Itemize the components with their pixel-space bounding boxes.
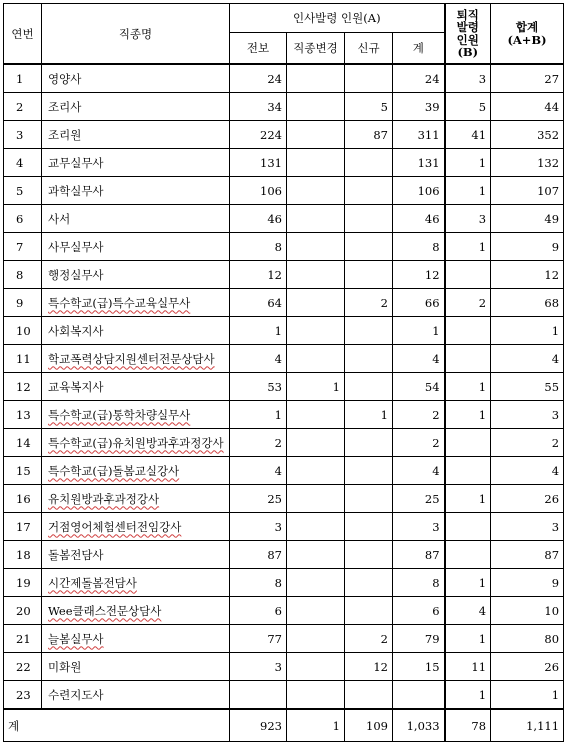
cell-new	[345, 177, 393, 205]
cell-subtotal: 311	[393, 121, 445, 149]
cell-subtotal: 87	[393, 541, 445, 569]
cell-subtotal: 2	[393, 401, 445, 429]
cell-change	[287, 93, 345, 121]
job-name-text: 특수학교(급)유치원방과후과정강사	[48, 435, 224, 450]
cell-job-name	[42, 345, 230, 373]
cell-retire	[445, 317, 491, 345]
cell-new	[345, 485, 393, 513]
cell-retire: 1	[445, 681, 491, 710]
cell-transfer: 3	[230, 653, 287, 681]
cell-new	[345, 513, 393, 541]
job-name-text: 시간제돌봄전담사	[48, 575, 137, 590]
cell-subtotal: 24	[393, 64, 445, 93]
cell-index: 20	[4, 597, 42, 625]
cell-change	[287, 205, 345, 233]
cell-index: 12	[4, 373, 42, 401]
cell-index: 17	[4, 513, 42, 541]
cell-change	[287, 457, 345, 485]
total-subtotal: 1,033	[393, 709, 445, 742]
cell-subtotal: 8	[393, 233, 445, 261]
cell-index: 11	[4, 345, 42, 373]
cell-new	[345, 261, 393, 289]
cell-total: 1	[491, 317, 564, 345]
table-row	[4, 233, 564, 261]
cell-new: 87	[345, 121, 393, 149]
job-name-text: Wee클래스전문상담사	[48, 603, 162, 618]
total-new: 109	[345, 709, 393, 742]
cell-index: 22	[4, 653, 42, 681]
table-row	[4, 317, 564, 345]
cell-new	[345, 457, 393, 485]
cell-retire: 1	[445, 401, 491, 429]
cell-change: 1	[287, 373, 345, 401]
cell-subtotal: 79	[393, 625, 445, 653]
cell-new: 2	[345, 625, 393, 653]
cell-transfer: 87	[230, 541, 287, 569]
cell-job-name	[42, 485, 230, 513]
cell-job-name: 과학실무사	[42, 177, 230, 205]
cell-subtotal: 4	[393, 457, 445, 485]
cell-subtotal: 66	[393, 289, 445, 317]
total-label: 계	[4, 709, 230, 742]
total-transfer: 923	[230, 709, 287, 742]
header-retire-line1: 퇴직	[456, 8, 479, 23]
cell-index: 7	[4, 233, 42, 261]
cell-total: 107	[491, 177, 564, 205]
cell-total: 26	[491, 485, 564, 513]
cell-job-name	[42, 597, 230, 625]
cell-total: 4	[491, 345, 564, 373]
job-name-text: 거점영어체험센터전임강사	[48, 519, 182, 534]
cell-change	[287, 317, 345, 345]
cell-new	[345, 233, 393, 261]
cell-subtotal: 12	[393, 261, 445, 289]
cell-total: 4	[491, 457, 564, 485]
header-total-line2: (A+B)	[507, 32, 547, 47]
table-row	[4, 569, 564, 597]
table-row	[4, 513, 564, 541]
cell-change	[287, 345, 345, 373]
table-row	[4, 625, 564, 653]
cell-retire	[445, 513, 491, 541]
cell-new	[345, 373, 393, 401]
cell-job-name: 돌봄전담사	[42, 541, 230, 569]
cell-change	[287, 401, 345, 429]
cell-index: 19	[4, 569, 42, 597]
cell-total: 49	[491, 205, 564, 233]
cell-total: 10	[491, 597, 564, 625]
cell-job-name: 수련지도사	[42, 681, 230, 710]
table-row	[4, 289, 564, 317]
cell-index: 4	[4, 149, 42, 177]
job-name-text: 학교폭력상담지원센터전문상담사	[48, 351, 215, 366]
table-row	[4, 177, 564, 205]
table-row	[4, 653, 564, 681]
table-row	[4, 64, 564, 93]
header-index: 연번	[4, 4, 42, 65]
cell-transfer: 46	[230, 205, 287, 233]
cell-change	[287, 261, 345, 289]
cell-new: 12	[345, 653, 393, 681]
cell-change	[287, 597, 345, 625]
cell-subtotal: 54	[393, 373, 445, 401]
cell-new	[345, 205, 393, 233]
cell-transfer: 77	[230, 625, 287, 653]
cell-transfer: 4	[230, 345, 287, 373]
header-transfer: 전보	[230, 33, 287, 65]
cell-transfer	[230, 681, 287, 710]
cell-total: 2	[491, 429, 564, 457]
header-total	[491, 4, 564, 65]
cell-retire: 1	[445, 149, 491, 177]
cell-subtotal: 2	[393, 429, 445, 457]
header-subtotal: 계	[393, 33, 445, 65]
cell-total: 80	[491, 625, 564, 653]
table-row	[4, 93, 564, 121]
cell-retire	[445, 429, 491, 457]
cell-transfer: 53	[230, 373, 287, 401]
cell-total: 55	[491, 373, 564, 401]
cell-retire	[445, 457, 491, 485]
cell-new	[345, 541, 393, 569]
cell-total: 132	[491, 149, 564, 177]
cell-subtotal: 46	[393, 205, 445, 233]
header-total-line1: 합계	[515, 20, 539, 35]
table-row	[4, 205, 564, 233]
table-row	[4, 401, 564, 429]
cell-change	[287, 289, 345, 317]
cell-index: 3	[4, 121, 42, 149]
cell-job-name: 조리원	[42, 121, 230, 149]
cell-total: 87	[491, 541, 564, 569]
cell-change	[287, 513, 345, 541]
cell-retire	[445, 541, 491, 569]
table-row	[4, 373, 564, 401]
cell-retire: 3	[445, 64, 491, 93]
cell-transfer: 1	[230, 401, 287, 429]
cell-new	[345, 345, 393, 373]
cell-retire: 5	[445, 93, 491, 121]
total-row	[4, 709, 564, 742]
cell-retire: 1	[445, 373, 491, 401]
cell-job-name	[42, 289, 230, 317]
total-change: 1	[287, 709, 345, 742]
cell-change	[287, 429, 345, 457]
cell-total: 44	[491, 93, 564, 121]
cell-subtotal	[393, 681, 445, 710]
cell-job-name: 미화원	[42, 653, 230, 681]
cell-transfer: 4	[230, 457, 287, 485]
cell-transfer: 8	[230, 233, 287, 261]
job-name-text: 늘봄실무사	[48, 631, 104, 646]
cell-subtotal: 4	[393, 345, 445, 373]
personnel-table	[3, 3, 564, 742]
cell-change	[287, 681, 345, 710]
cell-job-name	[42, 457, 230, 485]
cell-subtotal: 3	[393, 513, 445, 541]
cell-subtotal: 39	[393, 93, 445, 121]
header-retire-line3: 인원	[456, 32, 479, 47]
cell-job-name: 사서	[42, 205, 230, 233]
cell-new: 2	[345, 289, 393, 317]
cell-total: 27	[491, 64, 564, 93]
table-row	[4, 149, 564, 177]
cell-subtotal: 25	[393, 485, 445, 513]
cell-total: 3	[491, 513, 564, 541]
table-row	[4, 261, 564, 289]
job-name-text: 특수학교(급)돌봄교실강사	[48, 463, 180, 478]
cell-new	[345, 597, 393, 625]
cell-index: 21	[4, 625, 42, 653]
header-retire-line2: 발령	[456, 20, 479, 35]
cell-subtotal: 6	[393, 597, 445, 625]
table-row	[4, 457, 564, 485]
cell-retire: 4	[445, 597, 491, 625]
cell-job-name	[42, 625, 230, 653]
table-row	[4, 681, 564, 710]
header-change: 직종변경	[287, 33, 345, 65]
cell-job-name	[42, 429, 230, 457]
table-row	[4, 541, 564, 569]
cell-index: 23	[4, 681, 42, 710]
header-new: 신규	[345, 33, 393, 65]
cell-transfer: 3	[230, 513, 287, 541]
cell-job-name	[42, 513, 230, 541]
cell-transfer: 6	[230, 597, 287, 625]
cell-retire: 1	[445, 485, 491, 513]
cell-total: 1	[491, 681, 564, 710]
cell-total: 9	[491, 569, 564, 597]
cell-change	[287, 541, 345, 569]
cell-total: 3	[491, 401, 564, 429]
cell-index: 8	[4, 261, 42, 289]
cell-new	[345, 681, 393, 710]
cell-subtotal: 106	[393, 177, 445, 205]
cell-retire: 11	[445, 653, 491, 681]
cell-retire	[445, 261, 491, 289]
cell-new: 5	[345, 93, 393, 121]
cell-transfer: 1	[230, 317, 287, 345]
cell-new	[345, 149, 393, 177]
cell-retire: 3	[445, 205, 491, 233]
cell-new: 1	[345, 401, 393, 429]
cell-index: 5	[4, 177, 42, 205]
cell-change	[287, 121, 345, 149]
cell-index: 15	[4, 457, 42, 485]
cell-retire: 1	[445, 569, 491, 597]
cell-index: 1	[4, 64, 42, 93]
cell-retire: 1	[445, 233, 491, 261]
cell-subtotal: 8	[393, 569, 445, 597]
cell-transfer: 131	[230, 149, 287, 177]
cell-change	[287, 569, 345, 597]
cell-job-name: 사회복지사	[42, 317, 230, 345]
cell-transfer: 8	[230, 569, 287, 597]
cell-transfer: 106	[230, 177, 287, 205]
cell-index: 16	[4, 485, 42, 513]
cell-job-name: 교육복지사	[42, 373, 230, 401]
header-retire-line4: (B)	[457, 44, 479, 59]
job-name-text: 유치원방과후과정강사	[48, 491, 160, 506]
table-header	[4, 4, 564, 65]
cell-index: 9	[4, 289, 42, 317]
cell-change	[287, 485, 345, 513]
cell-total: 26	[491, 653, 564, 681]
cell-change	[287, 625, 345, 653]
table-row	[4, 429, 564, 457]
cell-new	[345, 429, 393, 457]
cell-job-name: 조리사	[42, 93, 230, 121]
table-row	[4, 121, 564, 149]
cell-job-name: 교무실무사	[42, 149, 230, 177]
header-appointment-group: 인사발령 인원(A)	[230, 4, 445, 33]
cell-retire: 2	[445, 289, 491, 317]
cell-retire: 41	[445, 121, 491, 149]
cell-job-name: 영양사	[42, 64, 230, 93]
cell-index: 18	[4, 541, 42, 569]
cell-transfer: 64	[230, 289, 287, 317]
cell-total: 12	[491, 261, 564, 289]
table-row	[4, 345, 564, 373]
cell-index: 10	[4, 317, 42, 345]
cell-change	[287, 149, 345, 177]
cell-new	[345, 64, 393, 93]
table-row	[4, 597, 564, 625]
job-name-text: 특수학교(급)통학차량실무사	[48, 407, 191, 422]
cell-subtotal: 131	[393, 149, 445, 177]
table-footer	[4, 709, 564, 742]
cell-total: 9	[491, 233, 564, 261]
cell-change	[287, 233, 345, 261]
job-name-text: 특수학교(급)특수교육실무사	[48, 295, 191, 310]
cell-job-name: 행정실무사	[42, 261, 230, 289]
cell-index: 2	[4, 93, 42, 121]
header-retire	[445, 4, 491, 65]
total-grand: 1,111	[491, 709, 564, 742]
cell-retire: 1	[445, 625, 491, 653]
table-body	[4, 64, 564, 709]
cell-job-name: 사무실무사	[42, 233, 230, 261]
cell-subtotal: 1	[393, 317, 445, 345]
cell-transfer: 34	[230, 93, 287, 121]
cell-total: 352	[491, 121, 564, 149]
cell-change	[287, 653, 345, 681]
cell-subtotal: 15	[393, 653, 445, 681]
cell-retire: 1	[445, 177, 491, 205]
cell-transfer: 12	[230, 261, 287, 289]
cell-job-name	[42, 569, 230, 597]
header-name: 직종명	[42, 4, 230, 65]
cell-transfer: 224	[230, 121, 287, 149]
cell-retire	[445, 345, 491, 373]
cell-new	[345, 317, 393, 345]
cell-index: 13	[4, 401, 42, 429]
cell-index: 6	[4, 205, 42, 233]
cell-change	[287, 177, 345, 205]
table-row	[4, 485, 564, 513]
cell-new	[345, 569, 393, 597]
cell-change	[287, 64, 345, 93]
cell-transfer: 25	[230, 485, 287, 513]
total-retire: 78	[445, 709, 491, 742]
cell-index: 14	[4, 429, 42, 457]
cell-job-name	[42, 401, 230, 429]
cell-transfer: 24	[230, 64, 287, 93]
cell-transfer: 2	[230, 429, 287, 457]
cell-total: 68	[491, 289, 564, 317]
